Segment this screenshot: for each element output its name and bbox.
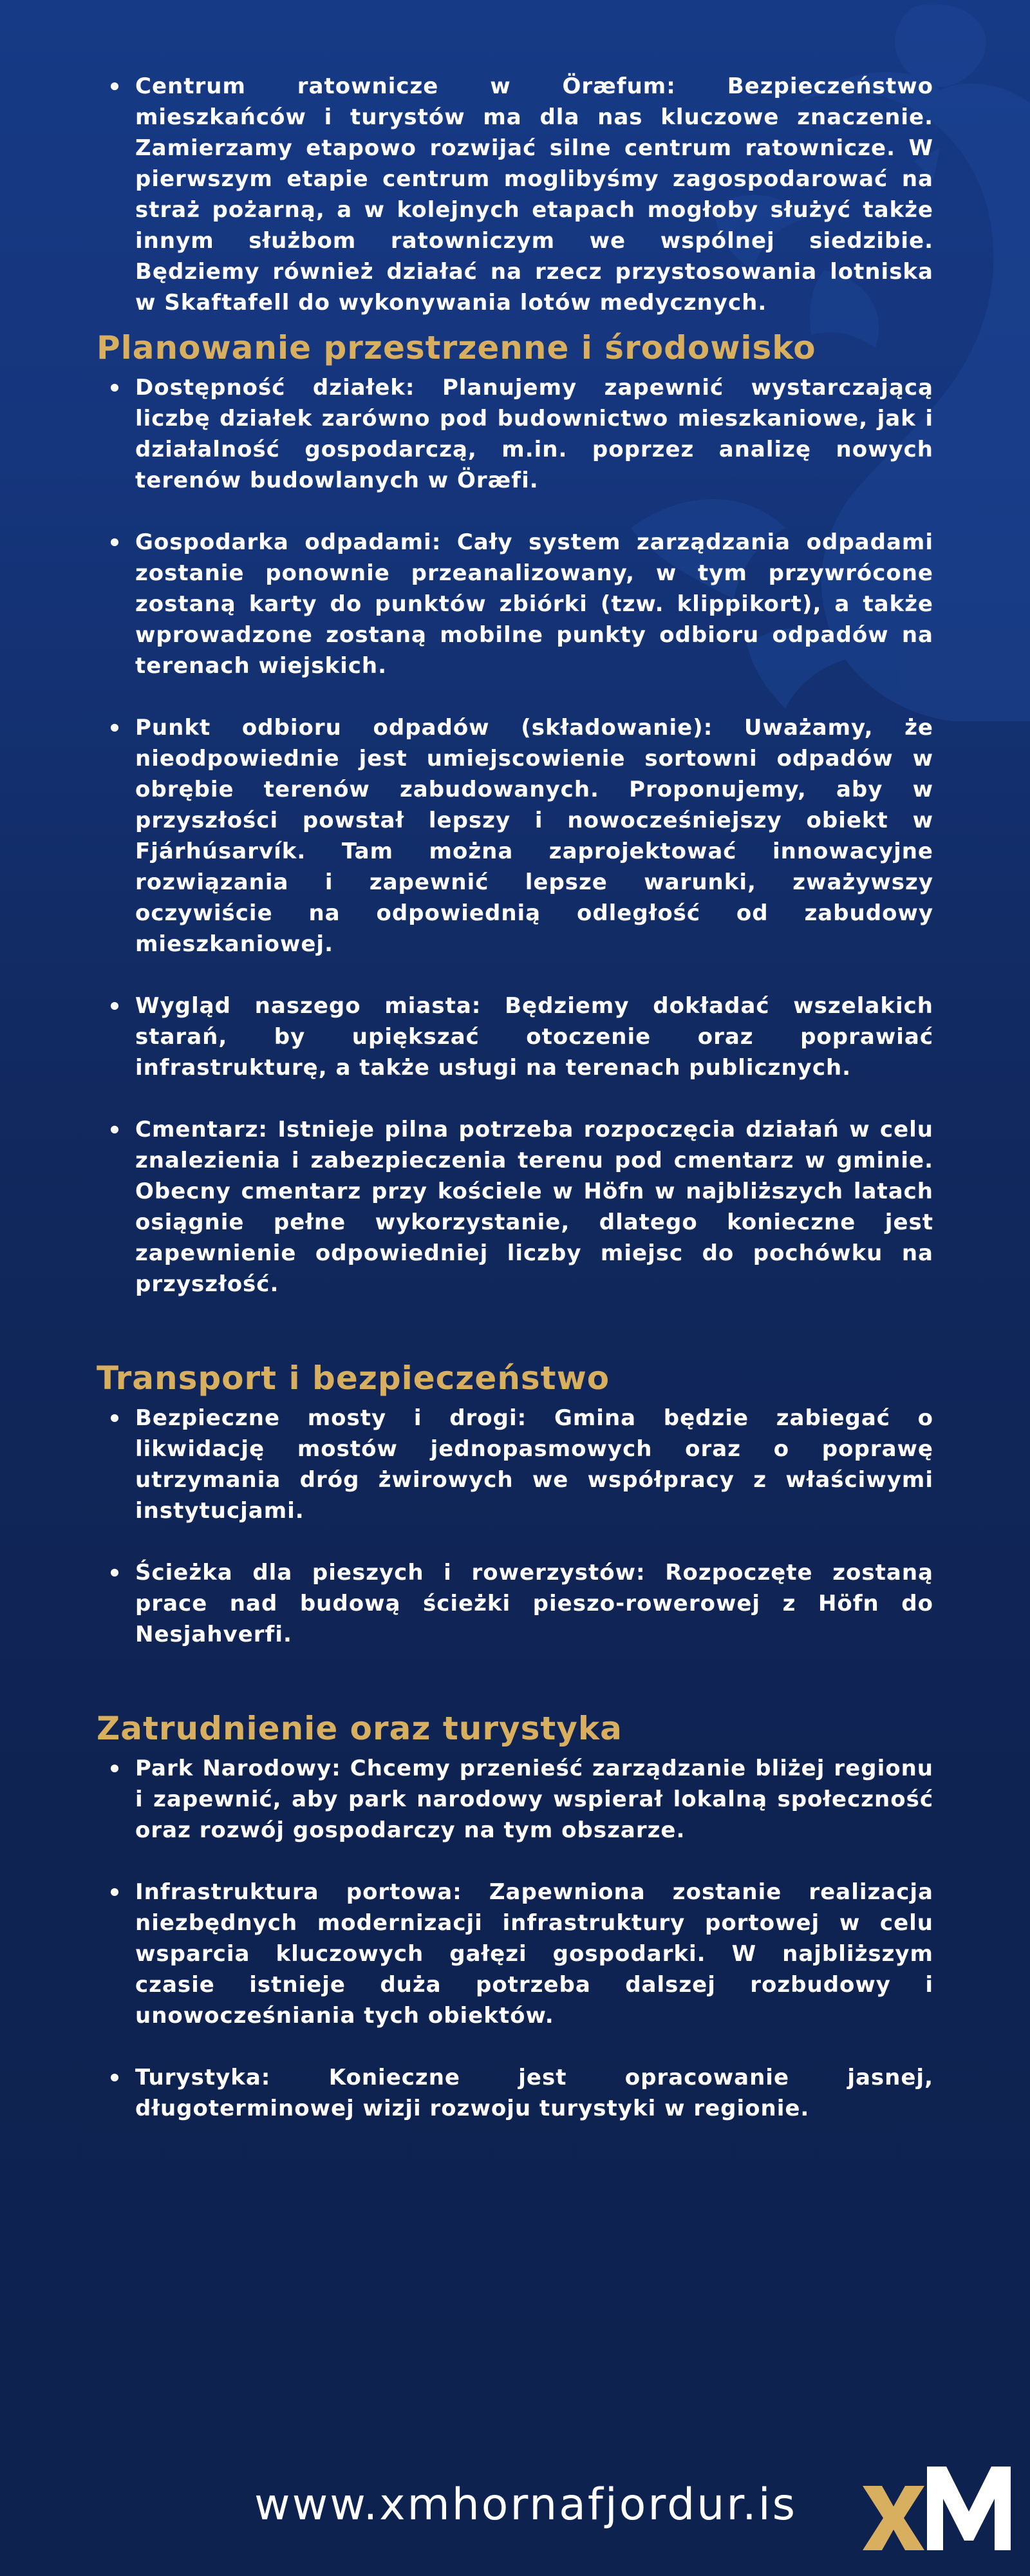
- section-list: [97, 1753, 933, 2124]
- section-title: Zatrudnienie oraz turystyka: [97, 1710, 623, 1747]
- main-content: [97, 71, 933, 2124]
- list-item: Park Narodowy: Chcemy przenieść zarządzanie bliżej regionu i zapewnić, aby park narodowy wspierał lokalną społeczność oraz rozwój gospodarczy na tym obszarze.: [135, 1753, 933, 1846]
- list-item: Ścieżka dla pieszych i rowerzystów: Rozpoczęte zostaną prace nad budową ścieżki pieszo-rowerowej z Höfn do Nesjahverfi.: [135, 1557, 933, 1650]
- website-link[interactable]: www.xmhornafjordur.is: [254, 2479, 798, 2530]
- section-title: Transport i bezpieczeństwo: [97, 1359, 610, 1397]
- footer: [0, 2467, 1030, 2550]
- section-list: [97, 372, 933, 1300]
- list-item: Cmentarz: Istnieje pilna potrzeba rozpoczęcia działań w celu znalezienia i zabezpieczenia terenu pod cmentarz w gminie. Obecny cmentarz przy kościele w Höfn w najbliższych latach osiągnie pełne wykorzystanie, dlatego konieczne jest zapewnienie odpowiedniej liczby miejsc do pochówku na przyszłość.: [135, 1114, 933, 1300]
- section-title: Planowanie przestrzenne i środowisko: [97, 329, 816, 366]
- xm-logo-icon: [863, 2467, 1011, 2550]
- list-item: Punkt odbioru odpadów (składowanie): Uważamy, że nieodpowiednie jest umiejscowienie sortowni odpadów w obrębie terenów zabudowanych. Proponujemy, aby w przyszłości powstał lepszy i nowocześniejszy obiekt w Fjárhúsarvík. Tam można zaprojektować innowacyjne rozwiązania i zapewnić lepsze warunki, zważywszy oczywiście na odpowiednią odległość od zabudowy mieszkaniowej.: [135, 712, 933, 960]
- list-item: Bezpieczne mosty i drogi: Gmina będzie zabiegać o likwidację mostów jednopasmowych oraz o poprawę utrzymania dróg żwirowych we współpracy z właściwymi instytucjami.: [135, 1403, 933, 1526]
- list-item: Dostępność działek: Planujemy zapewnić wystarczającą liczbę działek zarówno pod budownictwo mieszkaniowe, jak i działalność gospodarczą, m.in. poprzez analizę nowych terenów budowlanych w Öræfi.: [135, 372, 933, 496]
- list-item: Centrum ratownicze w Öræfum: Bezpieczeństwo mieszkańców i turystów ma dla nas kluczowe znaczenie. Zamierzamy etapowo rozwijać silne centrum ratownicze. W pierwszym etapie centrum moglibyśmy zagospodarować na straż pożarną, a w kolejnych etapach mogłoby służyć także innym służbom ratowniczym we wspólnej siedzibie. Będziemy również działać na rzecz przystosowania lotniska w Skaftafell do wykonywania lotów medycznych.: [135, 71, 933, 318]
- list-item: Gospodarka odpadami: Cały system zarządzania odpadami zostanie ponownie przeanalizowany, w tym przywrócone zostaną karty do punktów zbiórki (tzw. klippikort), a także wprowadzone zostaną mobilne punkty odbioru odpadów na terenach wiejskich.: [135, 527, 933, 681]
- list-item: Infrastruktura portowa: Zapewniona zostanie realizacja niezbędnych modernizacji infrastruktury portowej w celu wsparcia kluczowych gałęzi gospodarki. W najbliższym czasie istnieje duża potrzeba dalszej rozbudowy i unowocześniania tych obiektów.: [135, 1877, 933, 2031]
- list-item: Wygląd naszego miasta: Będziemy dokładać wszelakich starań, by upiększać otoczenie oraz poprawiać infrastrukturę, a także usługi na terenach publicznych.: [135, 990, 933, 1083]
- section-list: [97, 1403, 933, 1650]
- list-item: Turystyka: Konieczne jest opracowanie jasnej, długoterminowej wizji rozwoju turystyki w regionie.: [135, 2062, 933, 2124]
- intro-list: [97, 71, 933, 318]
